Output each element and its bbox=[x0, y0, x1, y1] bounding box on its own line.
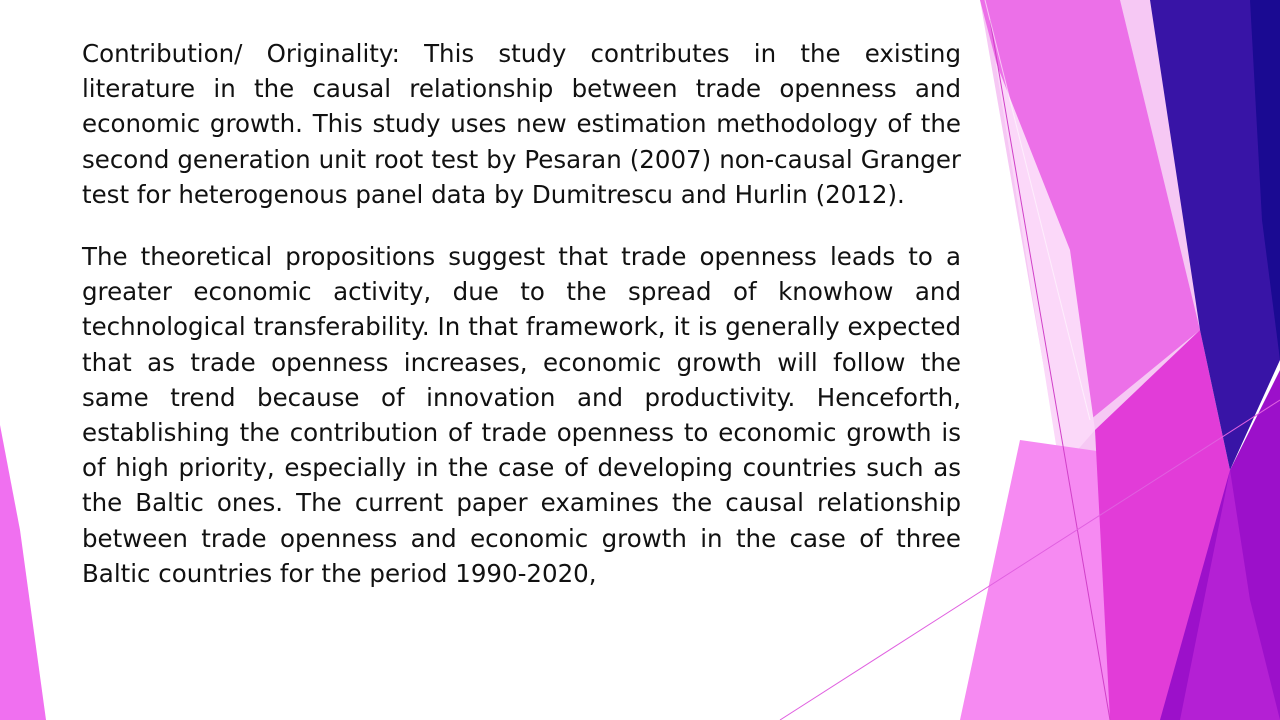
body-text bbox=[82, 36, 961, 591]
paragraph-contribution: Contribution/ Originality: This study contributes in the existing literature in the causal relationship between trade openness and economic growth. This study uses new estimation methodology of the second generation unit root test by Pesaran (2007) non-causal Granger test for heterogenous panel data by Dumitrescu and Hurlin (2012). bbox=[82, 39, 961, 209]
paragraph-theory: The theoretical propositions suggest that trade openness leads to a greater economic activity, due to the spread of knowhow and technological transferability. In that framework, it is generally expected that as trade openness increases, economic growth will follow the same trend because of innovation and productivity. Henceforth, establishing the contribution of trade openness to economic growth is of high priority, especially in the case of developing countries such as the Baltic ones. The current paper examines the causal relationship between trade openness and economic growth in the case of three Baltic countries for the period 1990-2020, bbox=[82, 242, 961, 588]
left-edge-stripe bbox=[0, 425, 46, 720]
